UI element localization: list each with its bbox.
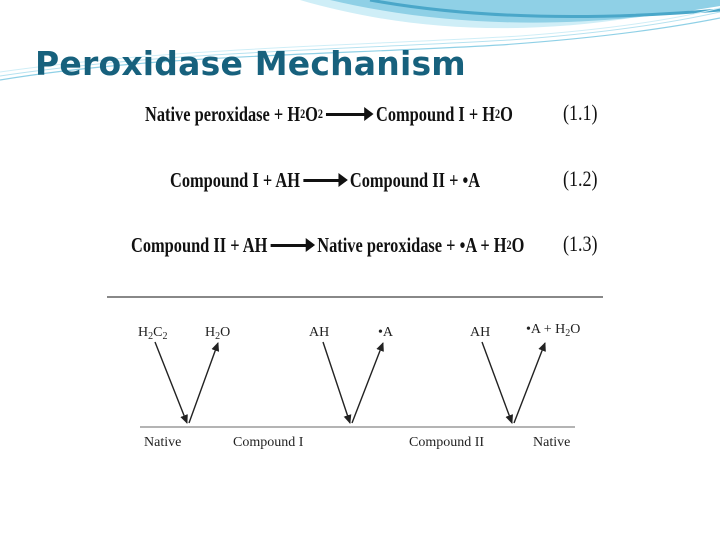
equation-2-right: Compound II + •A (349, 167, 481, 192)
equation-2-number: (1.2) (563, 166, 598, 191)
equation-1-left-sub2: 2 (317, 106, 323, 121)
cycle-label-h2c2: $H_2C_2$ (138, 325, 168, 342)
state-compound-ii: Compound II (409, 435, 485, 450)
arrow-out-1 (189, 343, 218, 423)
cycle-label-h2o-1: $H_2O$ (205, 325, 231, 342)
cycle-label-radical-1: •A (378, 325, 394, 340)
arrow-in-3 (482, 342, 512, 423)
cycle-label-radical-h2o: •A + $H_2O$ (526, 322, 581, 339)
equation-3-right-tail: O (511, 232, 525, 257)
equation-1-right-sub: 2 (495, 106, 501, 121)
equation-1-right-tail: O (500, 101, 513, 126)
cycle-label-ah-2: AH (470, 325, 491, 340)
state-compound-i: Compound I (233, 435, 304, 450)
equation-1-left-sub: 2 (300, 106, 306, 121)
equation-3-left: Compound II + AH (131, 232, 268, 257)
equation-3-right: Native peroxidase + •A + H (317, 232, 507, 257)
arrow-out-2 (352, 343, 383, 423)
cycle-label-ah-1: AH (309, 325, 330, 340)
equation-2-left: Compound I + AH (170, 167, 300, 192)
arrow-in-2 (323, 342, 350, 423)
arrow-out-3 (514, 343, 545, 423)
equation-1-left-mid: O (305, 101, 318, 126)
equation-3-number: (1.3) (563, 231, 598, 256)
slide-title: Peroxidase Mechanism (35, 44, 466, 83)
state-native-2: Native (533, 435, 571, 450)
state-native-1: Native (144, 435, 182, 450)
equation-1-right: Compound I + H (376, 101, 496, 126)
arrow-in-1 (155, 342, 187, 423)
equation-1-number: (1.1) (563, 100, 598, 125)
equation-3-right-sub: 2 (506, 237, 512, 252)
equation-1-left: Native peroxidase + H (145, 101, 301, 126)
